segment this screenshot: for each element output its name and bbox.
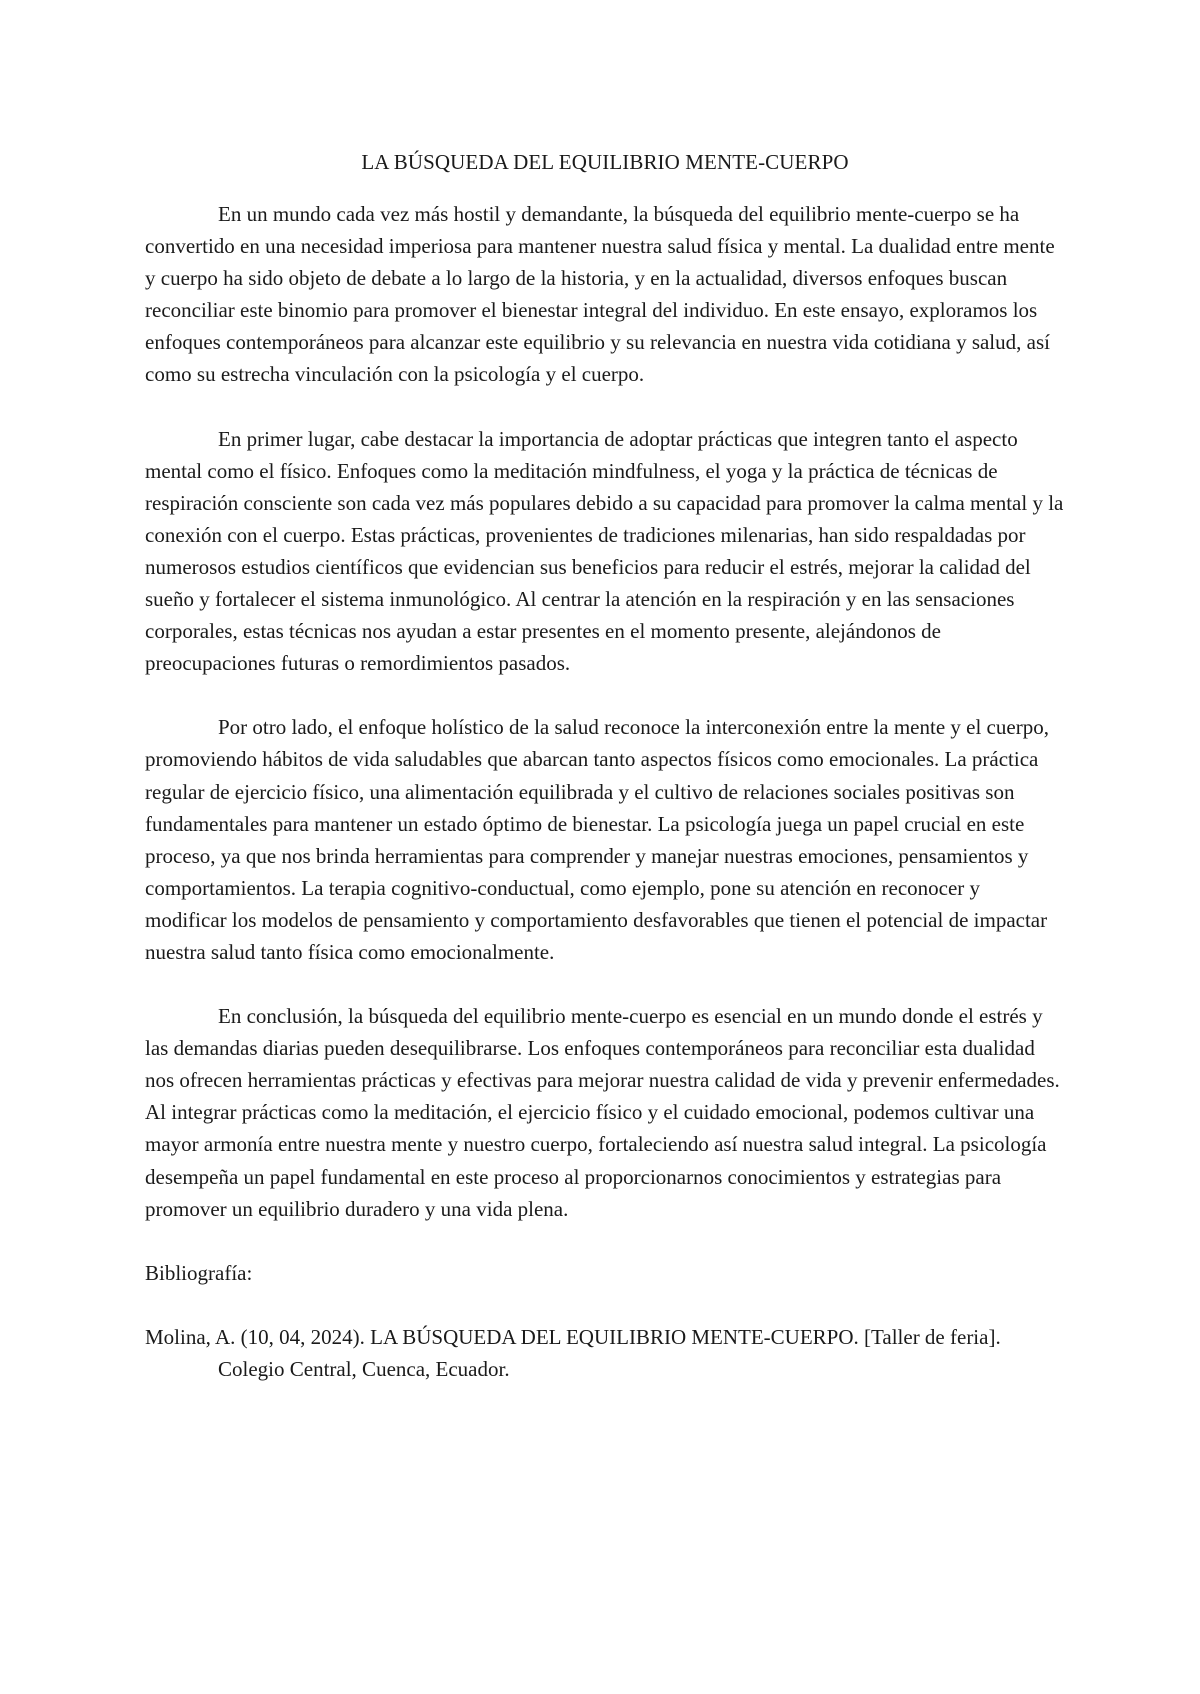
paragraph-holistic: Por otro lado, el enfoque holístico de la salud reconoce la interconexión entre la mente y el cuerpo, promoviendo hábitos de vida saludables que abarcan tanto aspectos físicos como emocionales. La práctica regular de ejercicio físico, una alimentación equilibrada y el cultivo de relaciones sociales positivas son fundamentales para mantener un estado óptimo de bienestar. La psicología juega un papel crucial en este proceso, ya que nos brinda herramientas para comprender y manejar nuestras emociones, pensamientos y comportamientos. La terapia cognitivo-conductual, como ejemplo, pone su atención en reconocer y modificar los modelos de pensamiento y comportamiento desfavorables que tienen el potencial de impactar nuestra salud tanto física como emocionalmente. [145, 715, 1049, 964]
document-title: LA BÚSQUEDA DEL EQUILIBRIO MENTE-CUERPO [361, 150, 849, 174]
paragraph-conclusion: En conclusión, la búsqueda del equilibrio mente-cuerpo es esencial en un mundo donde el estrés y las demandas diarias pueden desequilibrarse. Los enfoques contemporáneos para reconciliar esta dualidad nos ofrecen herramientas prácticas y efectivas para mejorar nuestra calidad de vida y prevenir enfermedades. Al integrar prácticas como la meditación, el ejercicio físico y el cuidado emocional, podemos cultivar una mayor armonía entre nuestra mente y nuestro cuerpo, fortaleciendo así nuestra salud integral. La psicología desempeña un papel fundamental en este proceso al proporcionarnos conocimientos y estrategias para promover un equilibrio duradero y una vida plena. [145, 1004, 1060, 1221]
document-body [145, 146, 1065, 1385]
paragraph-practices: En primer lugar, cabe destacar la importancia de adoptar prácticas que integren tanto el aspecto mental como el físico. Enfoques como la meditación mindfulness, el yoga y la práctica de técnicas de respiración consciente son cada vez más populares debido a su capacidad para promover la calma mental y la conexión con el cuerpo. Estas prácticas, provenientes de tradiciones milenarias, han sido respaldadas por numerosos estudios científicos que evidencian sus beneficios para reducir el estrés, mejorar la calidad del sueño y fortalecer el sistema inmunológico. Al centrar la atención en la respiración y en las sensaciones corporales, estas técnicas nos ayudan a estar presentes en el momento presente, alejándonos de preocupaciones futuras o remordimientos pasados. [145, 426, 1064, 676]
bibliography-entry: Molina, A. (10, 04, 2024). LA BÚSQUEDA DEL EQUILIBRIO MENTE-CUERPO. [Taller de feria]. Colegio Central, Cuenca, Ecuador. [145, 1324, 1001, 1381]
bibliography-heading: Bibliografía: [145, 1260, 253, 1285]
paragraph-introduction: En un mundo cada vez más hostil y demandante, la búsqueda del equilibrio mente-cuerpo se ha convertido en una necesidad imperiosa para mantener nuestra salud física y mental. La dualidad entre mente y cuerpo ha sido objeto de debate a lo largo de la historia, y en la actualidad, diversos enfoques buscan reconciliar este binomio para promover el bienestar integral del individuo. En este ensayo, exploramos los enfoques contemporáneos para alcanzar este equilibrio y su relevancia en nuestra vida cotidiana y salud, así como su estrecha vinculación con la psicología y el cuerpo. [145, 202, 1055, 387]
